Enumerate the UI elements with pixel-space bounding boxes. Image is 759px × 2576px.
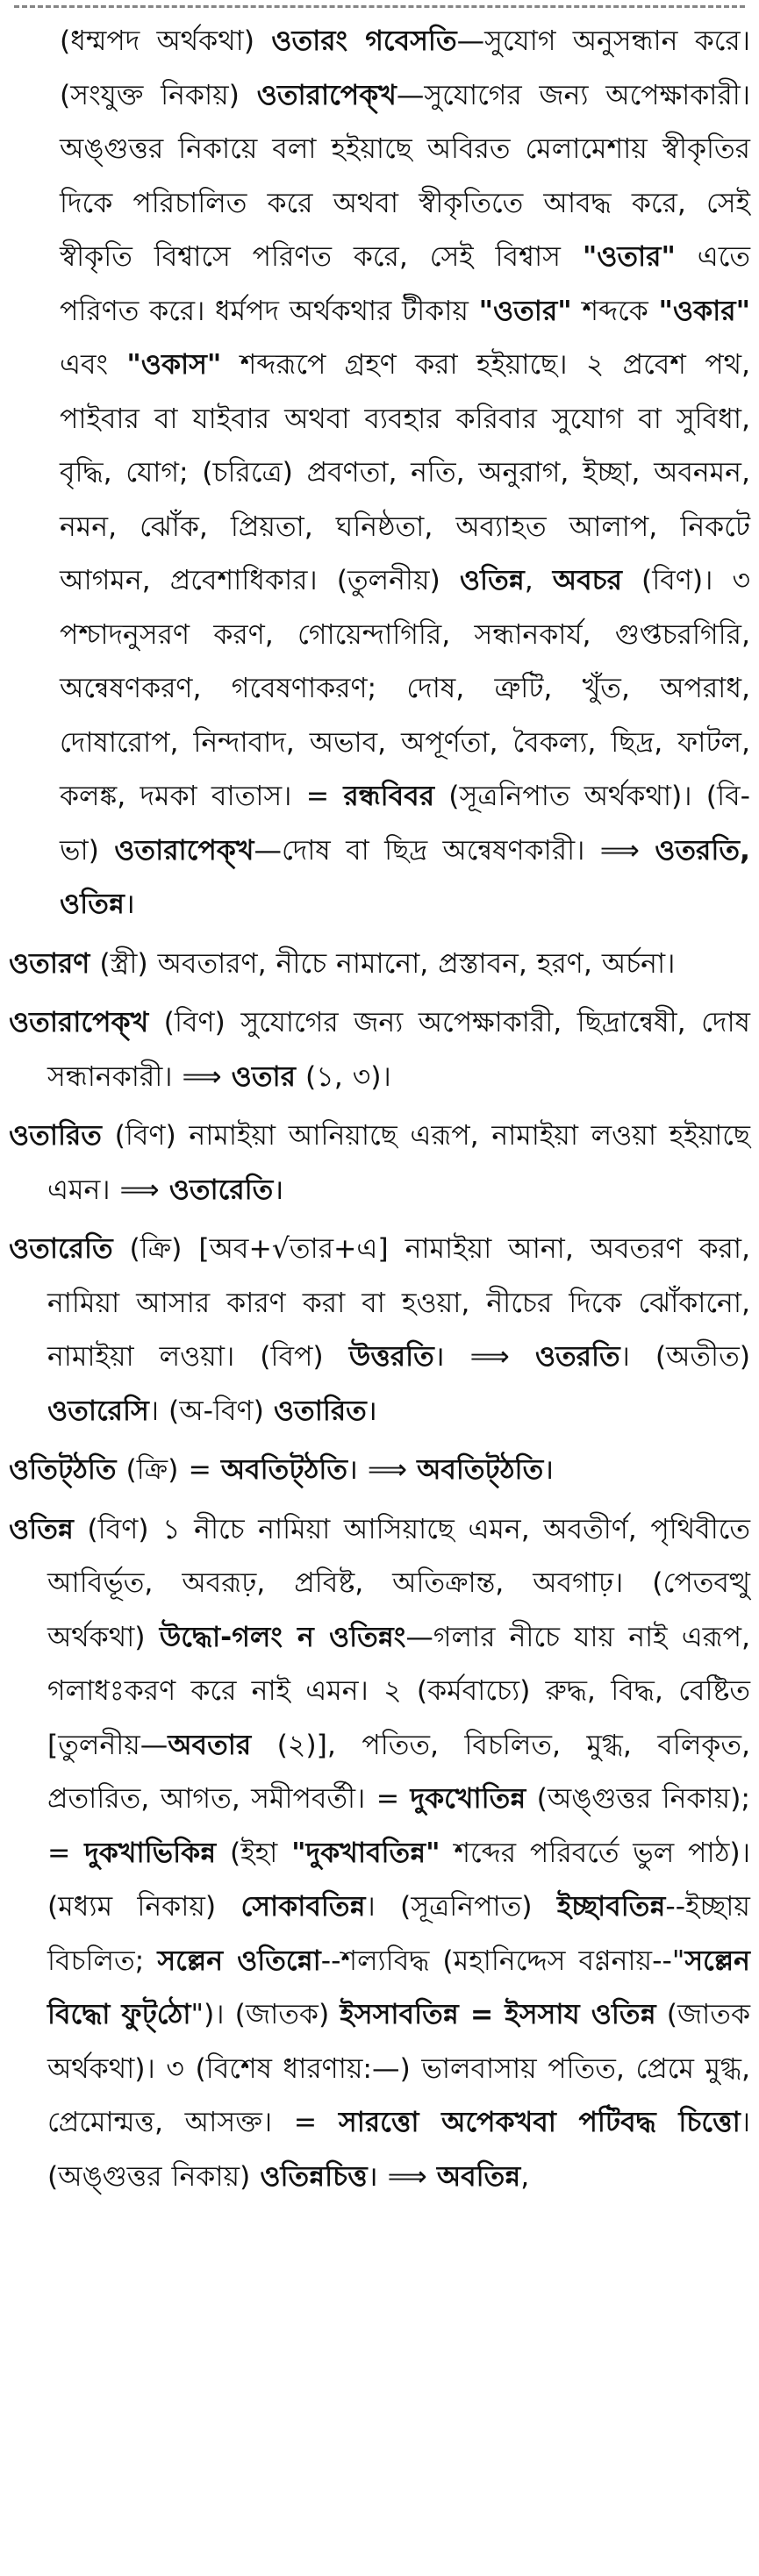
bold-term: ওতিন্ন (9, 1513, 74, 1545)
entry-text: । (অঙ্গুত্তর নিকায়) (47, 2107, 750, 2193)
entry-text: , (524, 565, 553, 596)
bold-term: ওতারেসি (47, 1395, 149, 1427)
bold-term: সোকাবতিন্ন (240, 1891, 366, 1923)
entry-text: (সূত্রনিপাত অর্থকথা)। (বি-ভা) (60, 781, 750, 867)
entry-continuation (9, 15, 750, 932)
entry-otaran (9, 938, 750, 992)
entry-text: —সুযোগের জন্য অপেক্ষাকারী। অঙ্গুত্তর নিকায়ে বলা হইয়াছে অবিরত মেলামেশায় স্বীকৃতির দিকে পরিচালিত করে অথবা স্বীকৃতিতে আবদ্ধ করে, সেই স্বীকৃতি বিশ্বাসে পরিণত করে, সেই বিশ্বাস (60, 79, 750, 273)
entry-otarapekkha (9, 996, 750, 1104)
bold-term: সল্লেন ওতিন্নো (157, 1944, 321, 1977)
entry-text: শব্দরূপে গ্রহণ করা হইয়াছে। ২ প্রবেশ পথ, পাইবার বা যাইবার অথবা ব্যবহার করিবার সুযোগ বা সুবিধা, বৃদ্ধি, যোগ; (চরিত্রে) প্রবণতা, নতি, অনুরাগ, ইচ্ছা, অবনমন, নমন, ঝোঁক, প্রিয়তা, ঘনিষ্ঠতা, অব্যাহত আলাপ, নিকটে আগমন, প্রবেশাধিকার। (তুলনীয়) (60, 349, 750, 596)
bold-term: ওতারিত (9, 1120, 102, 1152)
bold-term: অবতিট্‌ঠতি (417, 1454, 544, 1486)
bold-term: দুকখাভিকিন্ন (84, 1837, 217, 1869)
entry-text: —সুযোগ অনুসন্ধান করে। (সংযুক্ত নিকায়) (60, 25, 750, 111)
bold-term: ওতারণ (9, 947, 90, 980)
entry-text: (বিণ) ১ নীচে নামিয়া আসিয়াছে এমন, অবতীর্ণ, পৃথিবীতে আবির্ভূত, অবরূঢ়, প্রবিষ্ট, অতিক্রান্ত, অবগাঢ়। (পেতবত্থু অর্থকথা) (47, 1513, 750, 1653)
entry-text: --শল্যবিদ্ধ (মহানিদ্দেস বণ্ণনায়--" (320, 1944, 685, 1977)
bold-term: ওতরতি, ওতিন্ন (60, 834, 750, 920)
entry-text: শব্দের পরিবর্তে ভুল পাঠ)। (মধ্যম নিকায়) (47, 1837, 750, 1923)
entry-text: । (অ-বিণ) (148, 1395, 274, 1427)
bold-term: দুকখোতিন্ন (410, 1783, 526, 1815)
bold-term: উত্তরতি (348, 1341, 434, 1373)
bold-term: সারত্তো অপেকখবা পটিবদ্ধ চিত্তো (338, 2107, 741, 2138)
bold-term: ওতারাপেক্‌খ (114, 834, 254, 867)
entry-text: (১, ৩)। (295, 1060, 391, 1093)
entry-text: (ক্রি) [অব+√তার+এ] নামাইয়া আনা, অবতরণ করা, নামিয়া আসার কারণ করা বা হওয়া, নীচের দিকে ঝোঁকানো, নামাইয়া লওয়া। (বিপ) (47, 1233, 750, 1373)
bold-term: ওতিন্নচিত্ত (260, 2160, 368, 2193)
entry-text: (বিণ) নামাইয়া আনিয়াছে এরূপ, নামাইয়া লওয়া হইয়াছে এমন। ⟹ (47, 1120, 750, 1206)
entry-text: । (366, 1395, 377, 1427)
entry-text: এবং (60, 349, 127, 381)
entry-text: --ইচ্ছায় বিচলিত; (47, 1891, 750, 1977)
bold-term: উদ্ধো-গলং ন ওতিন্নং (159, 1621, 406, 1653)
bold-term: ইসসাবতিন্ন = ইসসায ওতিন্ন (340, 1999, 656, 2030)
bold-term: ওতারেতি (9, 1233, 113, 1265)
bold-term: রন্ধবিবর (343, 781, 435, 812)
entry-text: (বিণ)। ৩ পশ্চাদনুসরণ করণ, গোয়েন্দাগিরি, সন্ধানকার্য, গুপ্তচরগিরি, অন্বেষণকরণ, গবেষণাকরণ; দোষ, ত্রুটি, খুঁত, অপরাধ, দোষারোপ, নিন্দাবাদ, অভাব, অপূর্ণতা, বৈকল্য, ছিদ্র, ফাটল, কলঙ্ক, দমকা বাতাস। = (60, 565, 750, 812)
bold-term: "ওতার" (582, 241, 676, 273)
entry-text: (ক্রি) = (116, 1454, 221, 1486)
bold-term: অবচর (552, 565, 622, 596)
bold-term: অবতার (168, 1729, 252, 1761)
entry-text: । ⟹ (347, 1454, 418, 1486)
bold-term: অবতিন্ন (436, 2160, 521, 2193)
entry-text: । (সূত্রনিপাত) (365, 1891, 557, 1923)
bold-term: "ওতার" (478, 295, 572, 327)
entry-otinna (9, 1503, 750, 2205)
entry-text: (ইহা (216, 1837, 292, 1869)
bold-term: অবতিট্‌ঠতি (220, 1454, 347, 1486)
bold-term: ওতারিত (273, 1395, 367, 1427)
entry-text: । (124, 888, 135, 920)
entry-text: (অঙ্গুত্তর নিকায়); = (47, 1783, 751, 1869)
bold-term: ওতারাপেক্‌খ (9, 1007, 149, 1038)
bold-term: "ওকার" (658, 295, 750, 327)
entry-text: এতে পরিণত করে। ধর্মপদ অর্থকথার টীকায় (60, 241, 750, 327)
entry-text: (জাতক অর্থকথা)। ৩ (বিশেষ ধারণায়:—) ভালবাসায় পতিত, প্রেমে মুগ্ধ, প্রেমোন্মত্ত, আসক্ত। = (47, 1999, 750, 2138)
entry-text: শব্দকে (571, 295, 659, 327)
entry-text: (ধম্মপদ অর্থকথা) (60, 25, 272, 57)
bold-term: ওতার (231, 1060, 296, 1093)
entry-otitthati (9, 1444, 750, 1498)
entry-otarita (9, 1110, 750, 1217)
entry-text: । ⟹ (367, 2160, 437, 2193)
entry-text: । (543, 1454, 555, 1486)
entry-text: । ⟹ (433, 1341, 535, 1373)
entry-text: (বিণ) সুযোগের জন্য অপেক্ষাকারী, ছিদ্রান্বেষী, দোষ সন্ধানকারী। ⟹ (47, 1007, 750, 1093)
entry-text: (২)], পতিত, বিচলিত, মুগ্ধ, বলিকৃত, প্রতারিত, আগত, সমীপবর্তী। = (47, 1729, 750, 1815)
bold-term: ওতারাপেক্‌খ (256, 79, 397, 111)
entry-text: —দোষ বা ছিদ্র অন্বেষণকারী। ⟹ (254, 834, 655, 867)
bold-term: ওতিন্ন (459, 565, 525, 596)
bold-term: ওতিট্‌ঠতি (9, 1454, 117, 1486)
entry-text: —গলার নীচে যায় নাই এরূপ, গলাধঃকরণ করে নাই এমন। ২ (কর্মবাচ্যে) রুদ্ধ, বিদ্ধ, বেষ্টিত [তুলনীয়— (47, 1621, 750, 1761)
bold-term: ওতরতি (534, 1341, 620, 1373)
entry-text: । (অতীত) (619, 1341, 750, 1373)
bold-term: "দুকখাবতিন্ন" (291, 1837, 440, 1869)
top-page-edge (14, 5, 745, 8)
entry-text: , (520, 2160, 530, 2193)
entry-text: । (273, 1174, 284, 1206)
bold-term: ইচ্ছাবতিন্ন (556, 1891, 666, 1923)
entry-text: (স্ত্রী) অবতারণ, নীচে নামানো, প্রস্তাবন, হরণ, অর্চনা। (90, 947, 676, 980)
entry-otareti (9, 1223, 750, 1438)
bold-term: ওতারং গবেসতি (271, 25, 457, 57)
bold-term: "ওকাস" (126, 349, 222, 381)
bold-term: ওতারেতি (168, 1174, 274, 1206)
bold-term: সল্লেন বিদ্ধো ফুট্‌ঠো (47, 1944, 750, 2030)
entry-text: ")। (জাতক) (190, 1999, 340, 2030)
